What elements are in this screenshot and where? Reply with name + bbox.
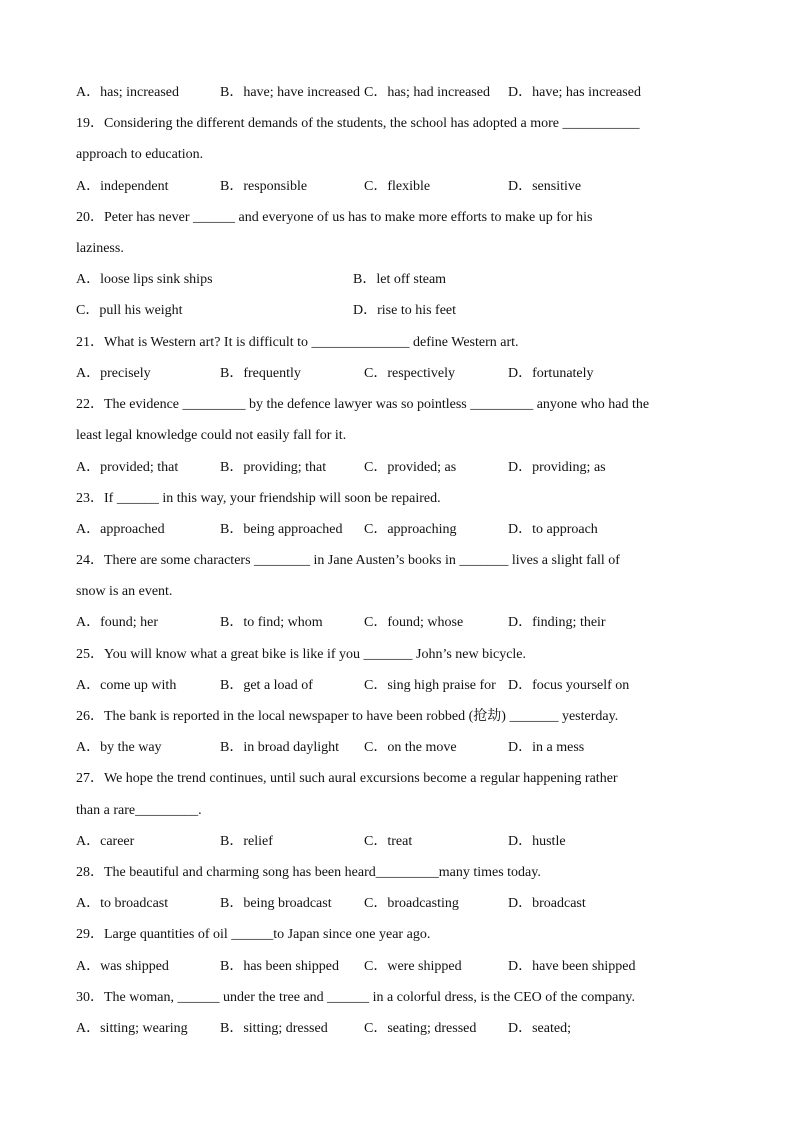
question-text-line: 20．Peter has never ______ and everyone of us has to make more efforts to make up for his	[76, 210, 593, 225]
answer-option: D．seated;	[508, 1021, 571, 1036]
answer-options-row	[76, 738, 726, 758]
answer-option: D．have; has increased	[508, 85, 641, 100]
answer-option: D．to approach	[508, 522, 598, 537]
question-text-line: laziness.	[76, 241, 124, 256]
answer-option: B．let off steam	[353, 272, 447, 287]
answer-option: D．in a mess	[508, 740, 585, 755]
answer-option: A．come up with	[76, 678, 177, 693]
answer-option: C．respectively	[364, 366, 455, 381]
answer-options-row	[76, 832, 726, 852]
answer-option: C．has; had increased	[364, 85, 490, 100]
answer-option: B．have; have increased	[220, 85, 360, 100]
question-text-line: 21．What is Western art? It is difficult to ______________ define Western art.	[76, 335, 519, 350]
answer-option: B．frequently	[220, 366, 301, 381]
answer-options-row	[76, 894, 726, 914]
question-text-line: snow is an event.	[76, 584, 173, 599]
answer-option: C．provided; as	[364, 460, 457, 475]
answer-option: B．sitting; dressed	[220, 1021, 328, 1036]
question-text-line: 26．The bank is reported in the local newspaper to have been robbed (抢劫) _______ yesterday.	[76, 709, 619, 724]
question-text-line: 27．We hope the trend continues, until such aural excursions become a regular happening rather	[76, 771, 618, 786]
answer-option: A．to broadcast	[76, 896, 169, 911]
answer-options-row	[76, 83, 726, 103]
answer-option: B．being approached	[220, 522, 343, 537]
answer-options-row	[76, 270, 726, 290]
answer-option: D．hustle	[508, 834, 566, 849]
answer-option: D．providing; as	[508, 460, 606, 475]
answer-option: D．have been shipped	[508, 959, 636, 974]
question-text-line: 22．The evidence _________ by the defence lawyer was so pointless _________ anyone who had the	[76, 397, 650, 412]
question-text-line: approach to education.	[76, 147, 204, 162]
answer-option: D．sensitive	[508, 179, 582, 194]
answer-option: B．relief	[220, 834, 273, 849]
answer-options-row	[76, 301, 726, 321]
answer-option: C．seating; dressed	[364, 1021, 477, 1036]
question-text-line: 23．If ______ in this way, your friendship will soon be repaired.	[76, 491, 441, 506]
answer-option: A．found; her	[76, 615, 159, 630]
answer-option: B．providing; that	[220, 460, 327, 475]
answer-option: C．sing high praise for	[364, 678, 496, 693]
answer-option: A．approached	[76, 522, 165, 537]
answer-option: C．approaching	[364, 522, 457, 537]
answer-option: A．loose lips sink ships	[76, 272, 213, 287]
question-text-line: 30．The woman, ______ under the tree and ______ in a colorful dress, is the CEO of the company.	[76, 990, 635, 1005]
answer-option: B．get a load of	[220, 678, 313, 693]
answer-option: B．has been shipped	[220, 959, 339, 974]
answer-option: C．broadcasting	[364, 896, 459, 911]
answer-option: D．broadcast	[508, 896, 586, 911]
answer-option: B．in broad daylight	[220, 740, 339, 755]
answer-option: B．to find; whom	[220, 615, 323, 630]
question-text-line: least legal knowledge could not easily fall for it.	[76, 428, 347, 443]
question-text-line: 19．Considering the different demands of the students, the school has adopted a more ___________	[76, 116, 640, 131]
question-text-line: than a rare_________.	[76, 803, 202, 818]
answer-option: A．precisely	[76, 366, 151, 381]
answer-options-row	[76, 177, 726, 197]
answer-option: C．on the move	[364, 740, 457, 755]
answer-option: C．flexible	[364, 179, 431, 194]
question-text-line: 25．You will know what a great bike is like if you _______ John’s new bicycle.	[76, 647, 527, 662]
answer-option: C．treat	[364, 834, 413, 849]
answer-option: D．rise to his feet	[353, 303, 457, 318]
answer-option: A．has; increased	[76, 85, 180, 100]
question-text-line: 24．There are some characters ________ in Jane Austen’s books in _______ lives a slight fall of	[76, 553, 620, 568]
answer-options-row	[76, 676, 726, 696]
question-text-line: 28．The beautiful and charming song has been heard_________many times today.	[76, 865, 541, 880]
answer-option: A．by the way	[76, 740, 162, 755]
answer-options-row	[76, 957, 726, 977]
answer-option: A．career	[76, 834, 135, 849]
answer-option: A．sitting; wearing	[76, 1021, 188, 1036]
answer-option: C．found; whose	[364, 615, 464, 630]
answer-options-row	[76, 613, 726, 633]
answer-options-row	[76, 364, 726, 384]
question-text-line: 29．Large quantities of oil ______to Japan since one year ago.	[76, 927, 431, 942]
answer-option: D．finding; their	[508, 615, 606, 630]
answer-option: B．responsible	[220, 179, 308, 194]
answer-options-row	[76, 1019, 726, 1039]
answer-option: C．pull his weight	[76, 303, 183, 318]
answer-option: A．provided; that	[76, 460, 179, 475]
answer-options-row	[76, 520, 726, 540]
answer-options-row	[76, 458, 726, 478]
answer-option: B．being broadcast	[220, 896, 332, 911]
answer-option: D．focus yourself on	[508, 678, 630, 693]
answer-option: A．was shipped	[76, 959, 169, 974]
answer-option: D．fortunately	[508, 366, 594, 381]
answer-option: C．were shipped	[364, 959, 462, 974]
answer-option: A．independent	[76, 179, 169, 194]
